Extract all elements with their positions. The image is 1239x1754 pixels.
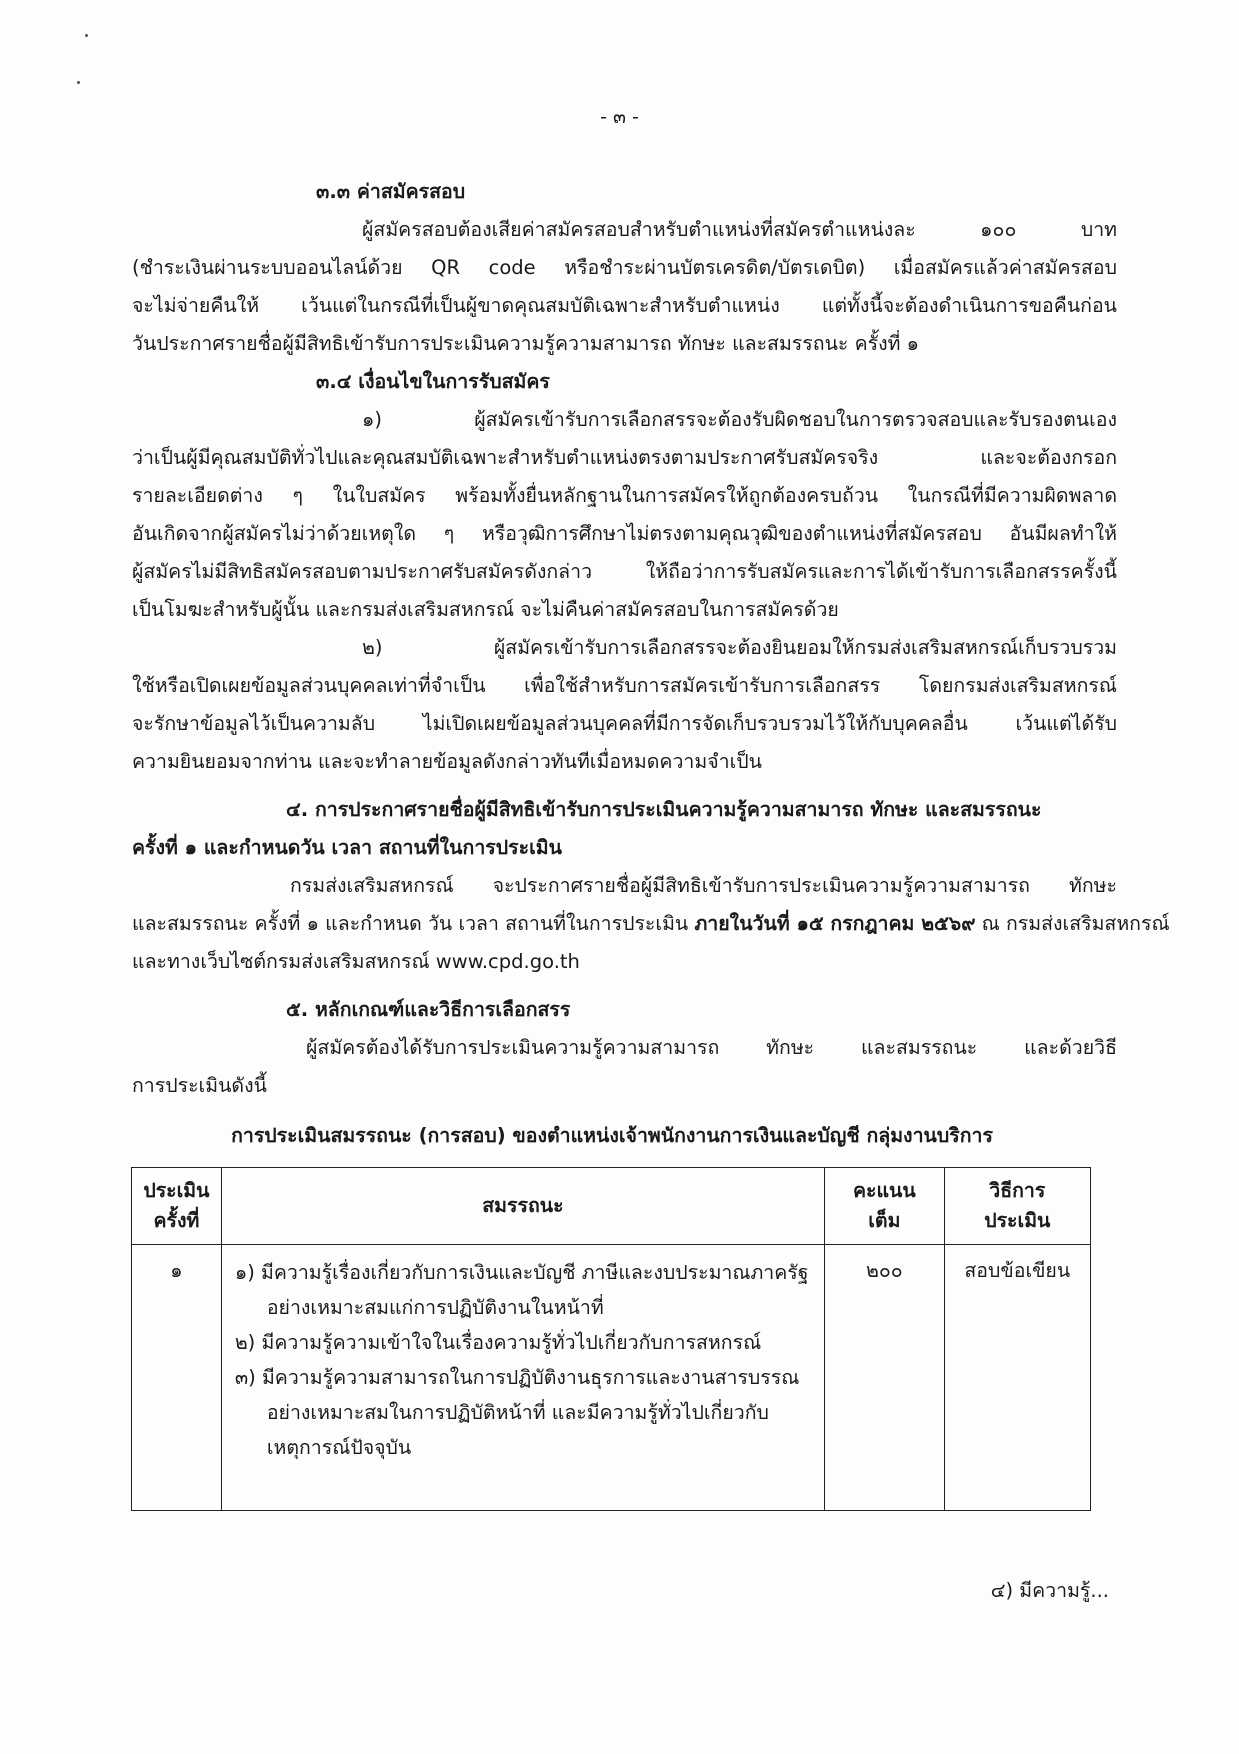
header-round: ประเมิน ครั้งที่ <box>132 1168 222 1245</box>
paragraph-line: ใช้หรือเปิดเผยข้อมูลส่วนบุคคลเท่าที่จำเป็น เพื่อใช้สำหรับการสมัครเข้ารับการเลือกสรร โดยกรมส่งเสริมสหกรณ์ <box>132 674 1117 697</box>
paragraph-line: อันเกิดจากผู้สมัครไม่ว่าด้วยเหตุใด ๆ หรือวุฒิการศึกษาไม่ตรงตามคุณวุฒิของตำแหน่งที่สมัครสอบ อันมีผลทำให้ <box>132 522 1117 545</box>
scan-speck <box>85 34 88 37</box>
paragraph-line: กรมส่งเสริมสหกรณ์ จะประกาศรายชื่อผู้มีสิทธิเข้ารับการประเมินความรู้ความสามารถ ทักษะ <box>290 874 1117 897</box>
continuation-marker: ๔) มีความรู้... <box>990 1579 1109 1602</box>
evaluation-table <box>131 1167 1091 1511</box>
section-4-heading: ๔. การประกาศรายชื่อผู้มีสิทธิเข้ารับการประเมินความรู้ความสามารถ ทักษะ และสมรรถนะ <box>286 798 1042 821</box>
paragraph-line: ผู้สมัครไม่มีสิทธิสมัครสอบตามประกาศรับสมัครดังกล่าว ให้ถือว่าการรับสมัครและการได้เข้ารับการเลือกสรรครั้งนี้ <box>132 560 1117 583</box>
cell-score: ๒๐๐ <box>825 1245 945 1511</box>
announce-text: และสมรรถนะ ครั้งที่ ๑ และกำหนด วัน เวลา สถานที่ในการประเมิน <box>132 912 695 935</box>
cell-method: สอบข้อเขียน <box>944 1245 1090 1511</box>
paragraph-line: รายละเอียดต่าง ๆ ในใบสมัคร พร้อมทั้งยื่นหลักฐานในการสมัครให้ถูกต้องครบถ้วน ในกรณีที่มีความผิดพลาด <box>132 484 1117 507</box>
table-caption: การประเมินสมรรถนะ (การสอบ) ของตำแหน่งเจ้าพนักงานการเงินและบัญชี กลุ่มงานบริการ <box>231 1124 993 1147</box>
header-method: วิธีการ ประเมิน <box>944 1168 1090 1245</box>
paragraph-line: ผู้สมัครสอบต้องเสียค่าสมัครสอบสำหรับตำแหน่งที่สมัครตำแหน่งละ ๑๐๐ บาท <box>362 218 1117 241</box>
table-header-row <box>132 1168 1091 1245</box>
cell-competency <box>221 1245 824 1511</box>
section-3-3-heading: ๓.๓ ค่าสมัครสอบ <box>316 180 466 203</box>
announce-place: ณ กรมส่งเสริมสหกรณ์ <box>975 912 1170 935</box>
section-3-4-heading: ๓.๔ เงื่อนไขในการรับสมัคร <box>316 370 550 393</box>
paragraph-line: ผู้สมัครต้องได้รับการประเมินความรู้ความสามารถ ทักษะ และสมรรถนะ และด้วยวิธี <box>306 1036 1117 1059</box>
header-score: คะแนน เต็ม <box>825 1168 945 1245</box>
cell-round: ๑ <box>132 1245 222 1511</box>
paragraph-line: ๒) ผู้สมัครเข้ารับการเลือกสรรจะต้องยินยอมให้กรมส่งเสริมสหกรณ์เก็บรวบรวม <box>362 636 1117 659</box>
announce-date: ภายในวันที่ ๑๕ กรกฎาคม ๒๕๖๙ <box>694 912 976 935</box>
header-competency: สมรรถนะ <box>221 1168 824 1245</box>
paragraph-line: (ชำระเงินผ่านระบบออนไลน์ด้วย QR code หรือชำระผ่านบัตรเครดิต/บัตรเดบิต) เมื่อสมัครแล้วค่าสมัครสอบ <box>132 256 1117 279</box>
competency-item: ๒) มีความรู้ความเข้าใจในเรื่องความรู้ทั่วไปเกี่ยวกับการสหกรณ์ <box>234 1331 762 1354</box>
paragraph-line: เป็นโมฆะสำหรับผู้นั้น และกรมส่งเสริมสหกรณ์ จะไม่คืนค่าสมัครสอบในการสมัครด้วย <box>132 598 839 621</box>
table-row <box>132 1245 1091 1511</box>
competency-item: ๑) มีความรู้เรื่องเกี่ยวกับการเงินและบัญชี ภาษีและงบประมาณภาครัฐ อย่างเหมาะสมแก่การปฏิบัติงานในหน้าที่ <box>234 1261 809 1319</box>
scan-speck <box>77 81 80 84</box>
paragraph-line: จะไม่จ่ายคืนให้ เว้นแต่ในกรณีที่เป็นผู้ขาดคุณสมบัติเฉพาะสำหรับตำแหน่ง แต่ทั้งนี้จะต้องดำเนินการขอคืนก่อน <box>132 294 1117 317</box>
competency-item: ๓) มีความรู้ความสามารถในการปฏิบัติงานธุรการและงานสารบรรณอย่างเหมาะสมในการปฏิบัติหน้าที่ และมีความรู้ทั่วไปเกี่ยวกับเหตุการณ์ปัจจุบัน <box>234 1366 800 1459</box>
paragraph-line: และทางเว็บไซต์กรมส่งเสริมสหกรณ์ www.cpd.go.th <box>132 950 580 973</box>
section-5-heading: ๕. หลักเกณฑ์และวิธีการเลือกสรร <box>286 998 571 1021</box>
paragraph-line <box>132 908 1170 940</box>
paragraph-line: ๑) ผู้สมัครเข้ารับการเลือกสรรจะต้องรับผิดชอบในการตรวจสอบและรับรองตนเอง <box>362 408 1117 431</box>
page-number: - ๓ - <box>600 106 639 128</box>
paragraph-line: การประเมินดังนี้ <box>132 1074 267 1097</box>
paragraph-line: ความยินยอมจากท่าน และจะทำลายข้อมูลดังกล่าวทันทีเมื่อหมดความจำเป็น <box>132 750 762 773</box>
paragraph-line: ว่าเป็นผู้มีคุณสมบัติทั่วไปและคุณสมบัติเฉพาะสำหรับตำแหน่งตรงตามประกาศรับสมัครจริง และจะต้องกรอก <box>132 446 1117 469</box>
section-4-heading-cont: ครั้งที่ ๑ และกำหนดวัน เวลา สถานที่ในการประเมิน <box>132 836 562 859</box>
paragraph-line: จะรักษาข้อมูลไว้เป็นความลับ ไม่เปิดเผยข้อมูลส่วนบุคคลที่มีการจัดเก็บรวบรวมไว้ให้กับบุคคลอื่น เว้นแต่ได้รับ <box>132 712 1117 735</box>
paragraph-line: วันประกาศรายชื่อผู้มีสิทธิเข้ารับการประเมินความรู้ความสามารถ ทักษะ และสมรรถนะ ครั้งที่ ๑ <box>132 332 920 355</box>
